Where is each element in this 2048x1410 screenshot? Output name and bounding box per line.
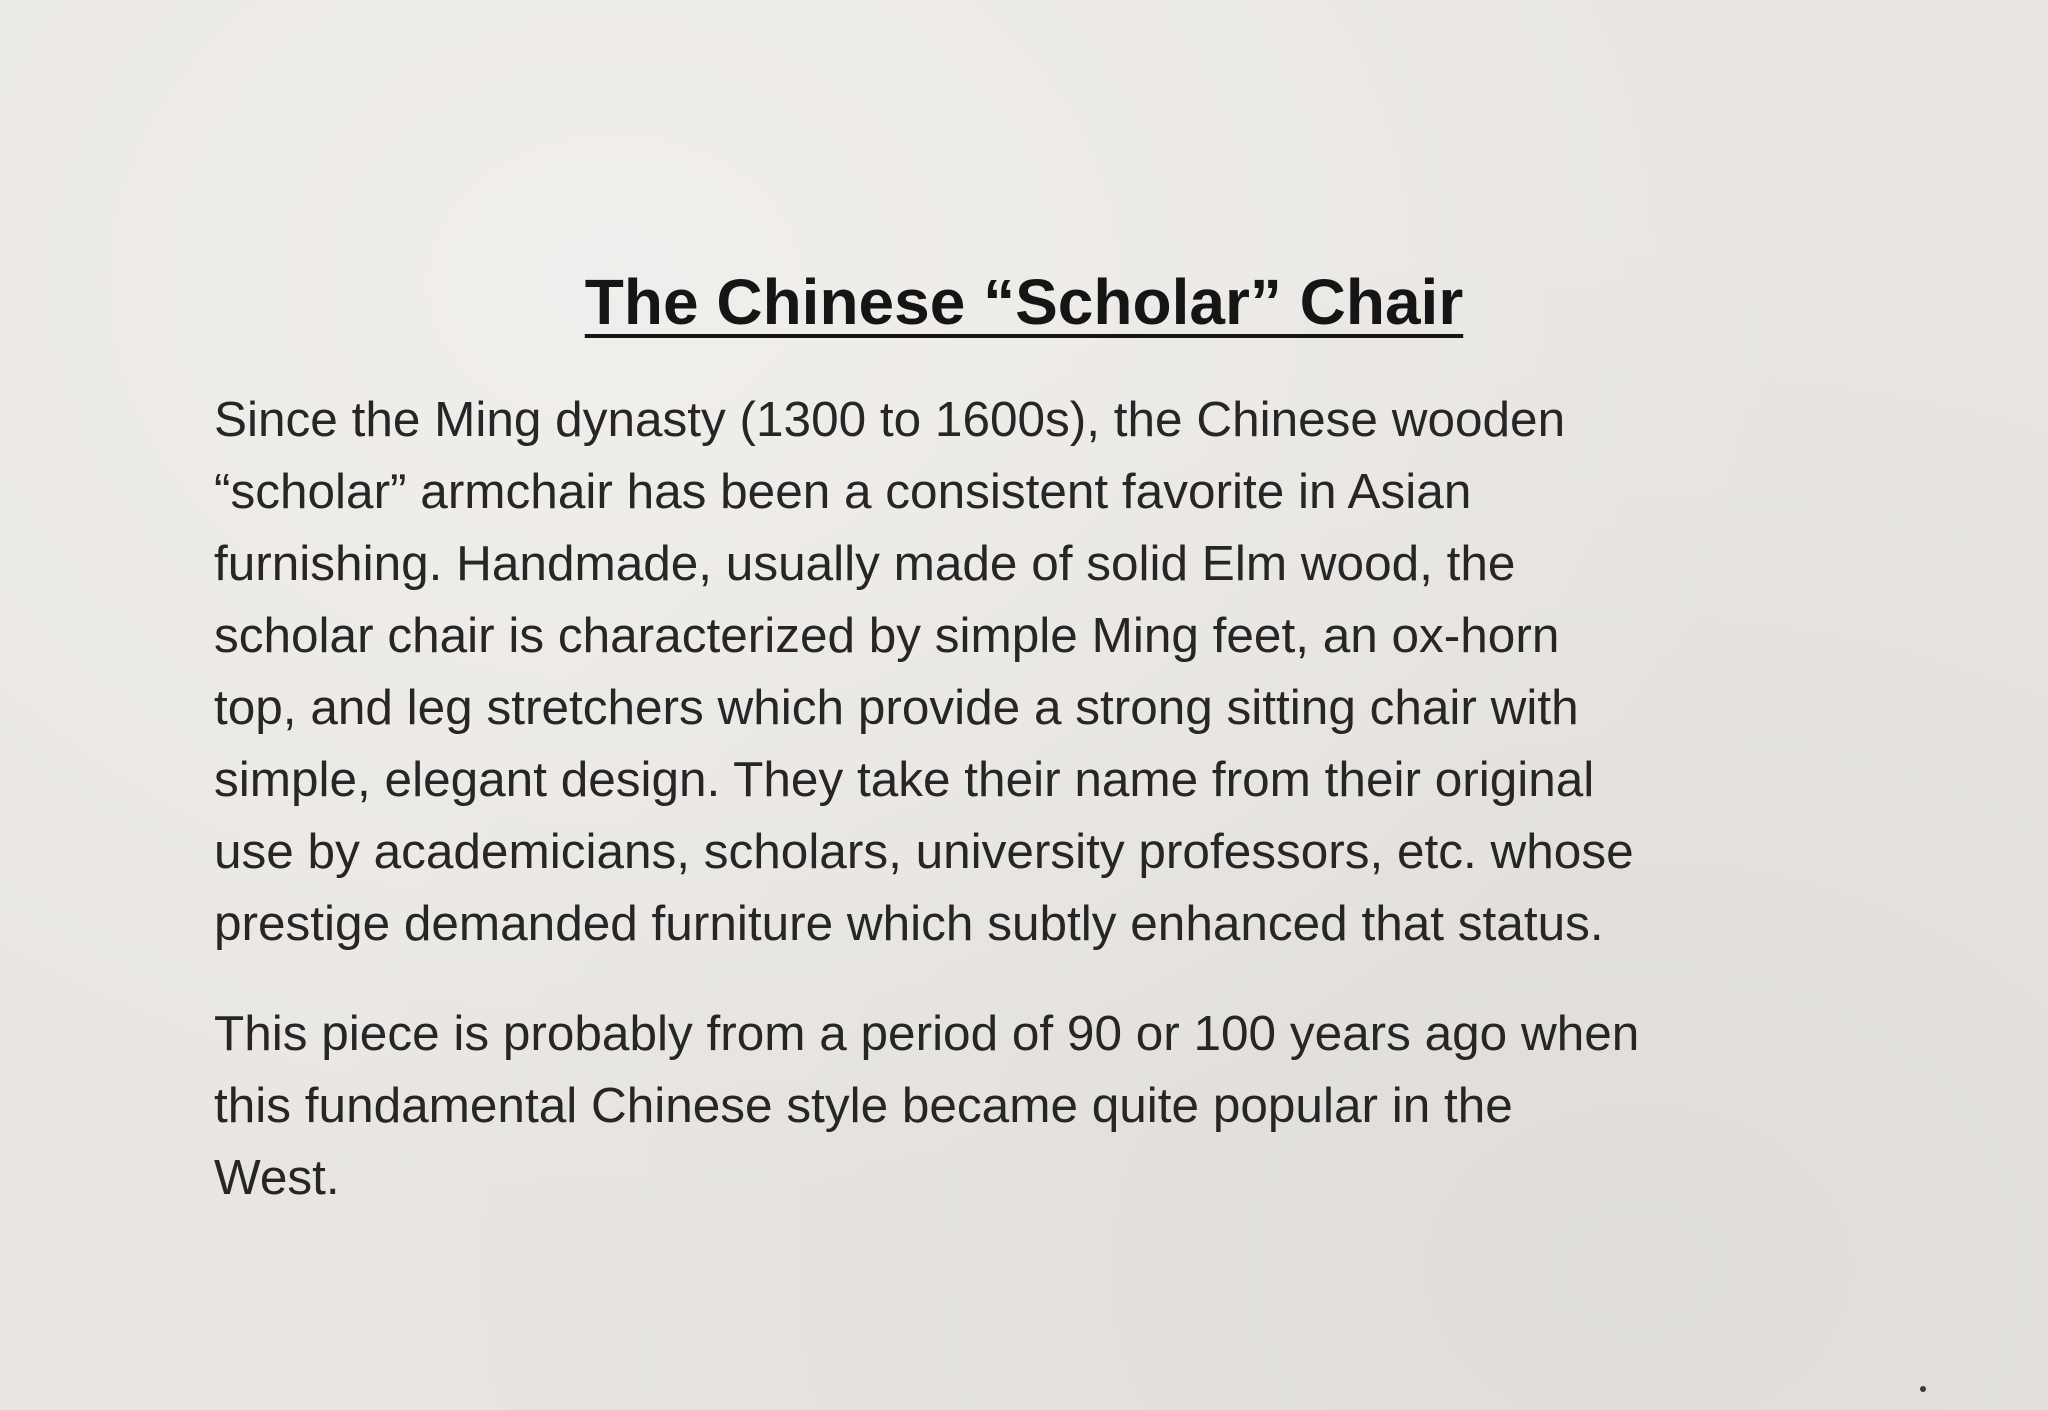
paragraph-history — [214, 384, 1894, 960]
card-title — [0, 262, 2048, 342]
paragraph-line: simple, elegant design. They take their name from their original — [214, 752, 1595, 807]
paragraph-line: use by academicians, scholars, university professors, etc. whose — [214, 824, 1634, 879]
paragraph-line: this fundamental Chinese style became quite popular in the — [214, 1078, 1513, 1133]
paragraph-line: West. — [214, 1150, 340, 1205]
card-title-text: The Chinese “Scholar” Chair — [584, 266, 1464, 338]
paragraph-line: furnishing. Handmade, usually made of solid Elm wood, the — [214, 536, 1516, 591]
paragraph-line: This piece is probably from a period of 90 or 100 years ago when — [214, 1006, 1640, 1061]
paragraph-line: “scholar” armchair has been a consistent favorite in Asian — [214, 464, 1472, 519]
paragraph-dating — [214, 998, 1894, 1214]
paragraph-line: top, and leg stretchers which provide a strong sitting chair with — [214, 680, 1579, 735]
paragraph-line: Since the Ming dynasty (1300 to 1600s), the Chinese wooden — [214, 392, 1566, 447]
paper-speck — [1920, 1386, 1926, 1392]
paragraph-line: prestige demanded furniture which subtly enhanced that status. — [214, 896, 1604, 951]
paragraph-line: scholar chair is characterized by simple Ming feet, an ox-horn — [214, 608, 1560, 663]
